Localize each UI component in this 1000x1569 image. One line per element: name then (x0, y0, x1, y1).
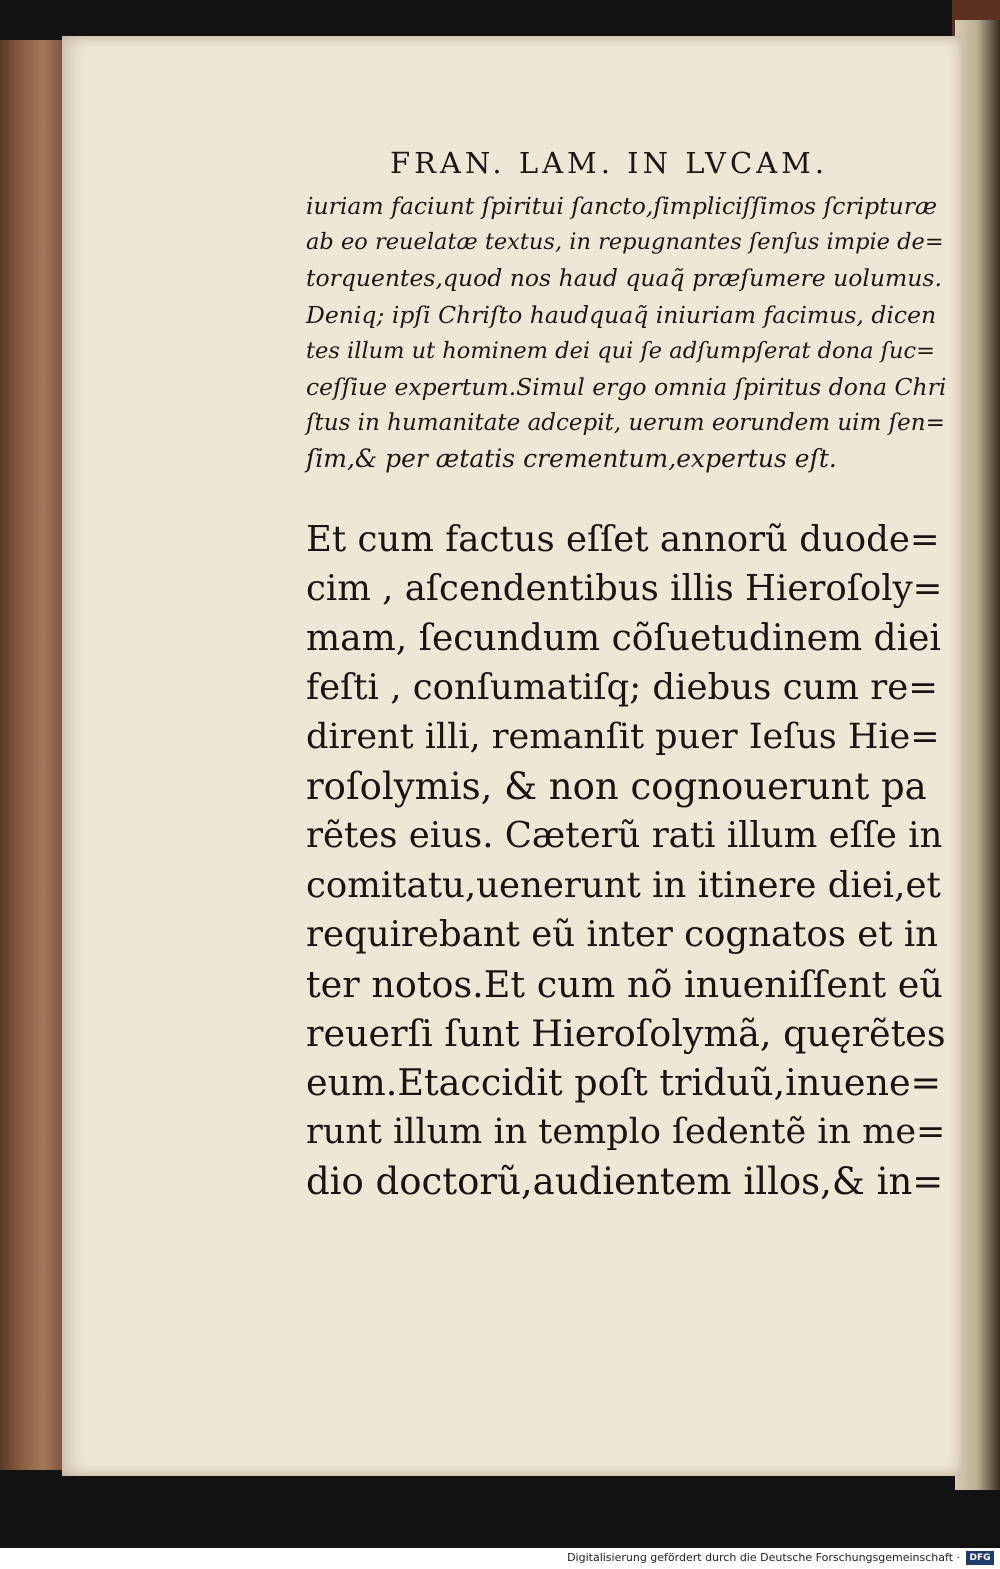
main-line: runt illum in templo ſedentẽ in me= (306, 1111, 946, 1152)
main-line: dio doctorũ,audientem illos,& in= (306, 1160, 944, 1204)
main-line: eum.Etaccidit poſt triduũ,inuene= (306, 1061, 942, 1105)
running-head: FRAN. LAM. IN LVCAM. (390, 146, 829, 180)
dfg-logo-icon: DFG (966, 1551, 994, 1565)
commentary-line: ſtus in humanitate adcepit, uerum eorundem uim ſen= (306, 410, 945, 437)
commentary-line: ſim,& per ætatis crementum,expertus eſt. (306, 444, 837, 474)
main-line: rẽtes eius. Cæterũ rati illum eſſe in (306, 815, 943, 857)
main-line: Et cum factus eſſet annorũ duode= (306, 519, 940, 560)
commentary-line: ceſſiue expertum.Simul ergo omnia ſpiritus dona Chri (306, 373, 947, 402)
commentary-line: ab eo reuelatæ textus, in repugnantes ſenſus impie de= (306, 229, 944, 256)
main-line: requirebant eũ inter cognatos et in (306, 914, 939, 956)
funding-notice: Digitalisierung gefördert durch die Deutsche Forschungsgemeinschaft · (567, 1551, 960, 1564)
main-text-block (306, 515, 946, 1207)
commentary-line: iuriam faciunt ſpiritui ſancto,ſimpliciſſimos ſcripturæ (306, 192, 938, 220)
commentary-line: Deniq; ipſi Chriſto haudquaq̃ iniuriam facimus, dicen (306, 300, 937, 329)
main-line: cim , aſcendentibus illis Hieroſoly= (306, 568, 943, 610)
main-line: roſolymis, & non cognouerunt pa (306, 765, 927, 809)
commentary-block (306, 188, 946, 478)
main-line: dirent illi, remanſit puer Ieſus Hie= (306, 716, 940, 757)
main-line: comitatu,uenerunt in itinere diei,et (306, 864, 941, 906)
main-line: mam, ſecundum cõſuetudinem diei (306, 617, 941, 659)
footer-bar (0, 1548, 1000, 1569)
commentary-line: tes illum ut hominem dei qui ſe adſumpſerat dona ſuc= (306, 337, 935, 364)
main-line: feſti , conſumatiſq; diebus cum re= (306, 667, 939, 709)
main-line: ter notos.Et cum nõ inueniſſent eũ (306, 962, 943, 1006)
commentary-line: torquentes,quod nos haud quaq̃ præſumere uolumus. (306, 264, 942, 293)
main-line: reuerſi ſunt Hieroſolymã, quęrẽtes (306, 1012, 946, 1056)
